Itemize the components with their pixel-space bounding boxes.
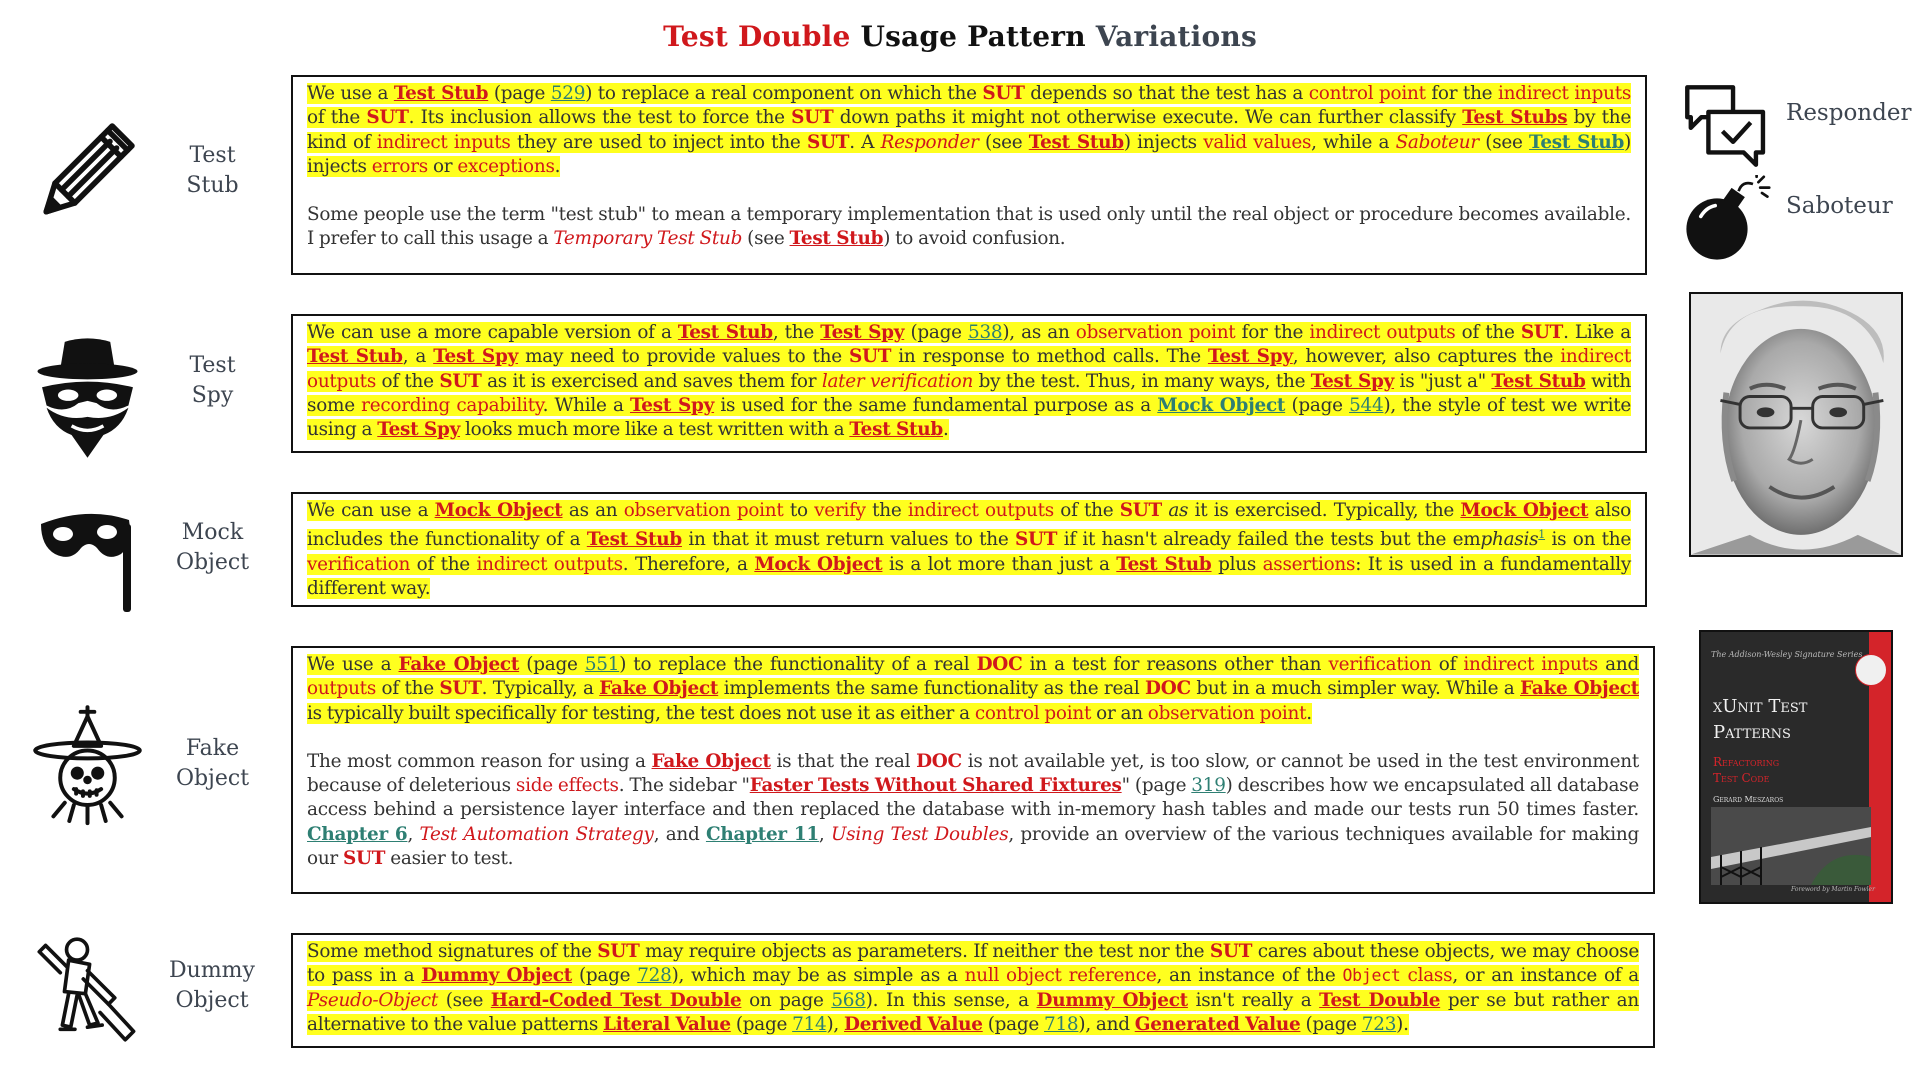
text-segment: (see <box>742 228 790 250</box>
text-segment: (page <box>519 654 585 675</box>
cross-reference-link[interactable]: Test Spy <box>1310 370 1395 392</box>
text-segment: Using Test Doubles <box>830 823 1009 845</box>
text-segment: to <box>783 500 815 521</box>
cross-reference-link[interactable]: Chapter 11 <box>705 823 819 845</box>
text-segment: , <box>818 823 831 845</box>
text-segment: in response to method calls. The <box>891 346 1208 368</box>
text-segment: verification <box>307 553 411 575</box>
book-series: The Addison-Wesley Signature Series <box>1711 650 1863 659</box>
text-segment: if it hasn't already failed the tests but the em <box>1057 529 1481 551</box>
cross-reference-link[interactable]: Test Stub <box>849 419 943 441</box>
text-segment: (page <box>488 83 551 104</box>
text-segment: ) to replace a real component on which the <box>585 83 983 104</box>
text-segment: SUT <box>1014 529 1058 551</box>
cross-reference-link[interactable]: Test Stub <box>1529 131 1625 153</box>
cross-reference-link[interactable]: Generated Value <box>1134 1013 1301 1035</box>
text-segment: control point <box>1308 83 1426 104</box>
text-segment: phasis <box>1480 529 1539 551</box>
scarecrow-icon <box>30 705 145 830</box>
text-segment: (page <box>1300 1013 1362 1035</box>
text-segment: is "just a" <box>1394 370 1492 392</box>
cross-reference-link[interactable]: Mock Object <box>434 500 563 521</box>
text-segment: plus <box>1211 553 1263 575</box>
cross-reference-link[interactable]: 544 <box>1349 394 1384 416</box>
cross-reference-link[interactable]: Test Stub <box>586 529 682 551</box>
text-segment: ) to avoid confusion. <box>883 228 1066 250</box>
text-segment: isn't really a <box>1187 989 1320 1011</box>
text-segment: they are used to inject into the <box>510 131 807 153</box>
text-segment: SUT <box>848 346 892 368</box>
highlighted-text <box>307 941 1639 1035</box>
book-author: Gerard Meszaros <box>1713 795 1784 804</box>
cross-reference-link[interactable]: Mock Object <box>754 553 883 575</box>
text-segment: recording capability <box>361 394 543 416</box>
text-segment: later verification <box>821 370 974 392</box>
text-segment: by the test. Thus, in many ways, the <box>973 370 1311 392</box>
cross-reference-link[interactable]: Test Stub <box>677 322 773 343</box>
cross-reference-link[interactable]: 1 <box>1538 528 1546 542</box>
text-segment: (see <box>978 131 1029 153</box>
test-stub-description <box>291 75 1647 275</box>
text-segment: SUT <box>982 83 1025 104</box>
text-segment: control point <box>974 702 1092 724</box>
cross-reference-link[interactable]: Test Spy <box>433 346 519 368</box>
row-label-dummy-object: Dummy Object <box>169 958 255 1013</box>
text-segment: indirect inputs <box>1463 654 1598 675</box>
row-label-mock-object: Mock Object <box>175 520 250 575</box>
text-segment: assertions <box>1262 553 1356 575</box>
test-stub-paragraph-2 <box>307 203 1631 252</box>
text-segment: ) injects <box>307 131 1632 177</box>
text-segment: We can use a more capable version of a <box>307 322 678 343</box>
text-segment: . Typically, a <box>481 678 600 700</box>
text-segment: errors <box>371 155 428 177</box>
cross-reference-link[interactable]: Test Spy <box>820 322 905 343</box>
text-segment: and <box>1597 654 1640 675</box>
text-segment: null object reference <box>964 965 1157 987</box>
text-segment: DOC <box>916 750 962 772</box>
test-stub-paragraph-1 <box>307 82 1631 179</box>
book-cover <box>1699 630 1893 904</box>
cross-reference-link[interactable]: Fake Object <box>651 750 771 772</box>
text-segment: observation point <box>1147 702 1307 724</box>
text-segment: on page <box>741 989 832 1011</box>
text-segment: Object <box>1342 966 1401 986</box>
dummy-icon <box>35 935 140 1045</box>
text-segment: . <box>1306 702 1312 724</box>
text-segment: , <box>407 823 420 845</box>
text-segment: Saboteur <box>1395 131 1479 153</box>
text-segment <box>1401 965 1408 986</box>
text-segment: per se but rather an alternative to the value patterns <box>307 989 1639 1035</box>
text-segment: of the <box>307 107 367 129</box>
text-segment: indirect outputs <box>1309 322 1456 343</box>
highlighted-text <box>307 654 1639 724</box>
text-segment: , or an instance of a <box>1452 965 1640 987</box>
book-title: xUnit Test Patterns <box>1713 696 1808 743</box>
text-segment: is used for the same fundamental purpose as a <box>714 394 1158 416</box>
text-segment: also includes the functionality of a <box>307 500 1631 551</box>
text-segment: exceptions <box>457 155 555 177</box>
highlighted-text <box>307 500 1631 599</box>
cross-reference-link[interactable]: 568 <box>831 989 866 1011</box>
cross-reference-link[interactable]: 718 <box>1044 1013 1079 1035</box>
cross-reference-link[interactable]: Test Stub <box>1028 131 1124 153</box>
cross-reference-link[interactable]: 319 <box>1191 775 1226 797</box>
text-segment: (page <box>982 1013 1045 1035</box>
highlighted-text <box>307 83 1631 177</box>
text-segment: (see <box>1478 131 1530 153</box>
cross-reference-link[interactable]: 551 <box>584 654 620 675</box>
cross-reference-link[interactable]: 728 <box>637 965 672 987</box>
text-segment: ). <box>1396 1013 1409 1035</box>
book-subtitle: Refactoring Test Code <box>1713 755 1780 785</box>
cross-reference-link[interactable]: Fake Object <box>1520 678 1639 700</box>
text-segment: verify <box>814 500 866 521</box>
text-segment: of <box>1431 654 1464 675</box>
cross-reference-link[interactable]: Chapter 6 <box>307 823 408 845</box>
bomb-icon <box>1680 175 1772 265</box>
cross-reference-link[interactable]: Test Stub <box>1491 370 1586 392</box>
text-segment: SUT <box>439 370 482 392</box>
text-segment: SUT <box>366 107 409 129</box>
cross-reference-link[interactable]: Test Double <box>1319 989 1441 1011</box>
text-segment: outputs <box>307 678 377 700</box>
chat-check-icon <box>1681 82 1771 170</box>
text-segment: ), <box>826 1013 845 1035</box>
text-segment: looks much more like a test written with a <box>460 419 850 441</box>
row-label-test-spy: Test Spy <box>189 353 236 408</box>
text-segment: is a lot more than just a <box>882 553 1117 575</box>
pencil-icon <box>33 115 143 225</box>
text-segment: We use a <box>307 654 399 675</box>
text-segment: ), as an <box>1002 322 1076 343</box>
text-segment: is not available yet, is too slow, or cannot be used in the test environment because of deleterious <box>307 750 1639 797</box>
mock-object-paragraph-1 <box>307 499 1631 601</box>
text-segment: is that the real <box>770 750 917 772</box>
text-segment: ) describes how we encapsulated all database access behind a persistence layer interface and then replaced the database with in-memory hash tables and made our tests run 50 times faster. <box>307 775 1639 821</box>
text-segment: (page <box>571 965 638 987</box>
cross-reference-link[interactable]: Dummy Object <box>1036 989 1188 1011</box>
text-segment: SUT <box>806 131 850 153</box>
title-part-3: Variations <box>1095 20 1257 53</box>
text-segment: SUT <box>597 941 640 962</box>
text-segment: indirect outputs <box>476 553 623 575</box>
text-segment: " (page <box>1121 775 1192 797</box>
text-segment: SUT <box>791 107 834 129</box>
text-segment: . Like a <box>1563 322 1631 343</box>
responder-label: Responder <box>1786 100 1912 126</box>
text-segment: is on the <box>1545 529 1632 551</box>
mock-object-description <box>291 492 1647 607</box>
text-segment: ) injects <box>1123 131 1204 153</box>
text-segment: ), which may be as simple as a <box>671 965 965 987</box>
text-segment: , while a <box>1311 131 1396 153</box>
text-segment: by the kind of <box>307 107 1632 153</box>
row-label-test-stub: Test Stub <box>186 143 239 198</box>
text-segment: is typically built specifically for testing, the test does not use it as either a <box>307 702 975 724</box>
cross-reference-link[interactable]: 714 <box>792 1013 827 1035</box>
text-segment: side effects <box>515 775 619 797</box>
text-segment: observation point <box>623 500 784 521</box>
cross-reference-link[interactable]: 723 <box>1361 1013 1397 1035</box>
fake-object-paragraph-1 <box>307 653 1639 726</box>
text-segment: Some people use the term "test stub" to mean a temporary implementation that is used only until the real object or procedure becomes available. I prefer to call this usage a <box>307 204 1631 250</box>
text-segment: , however, also captures the <box>1292 346 1561 368</box>
fake-object-description <box>291 646 1655 894</box>
cross-reference-link[interactable]: 538 <box>968 322 1003 343</box>
text-segment: indirect inputs <box>376 131 511 153</box>
text-segment: indirect outputs <box>907 500 1054 521</box>
text-segment: (see <box>437 989 491 1011</box>
text-segment: (page <box>904 322 968 343</box>
text-segment: . <box>554 155 561 177</box>
test-spy-description <box>291 314 1647 453</box>
cross-reference-link[interactable]: Hard-Coded Test Double <box>490 989 742 1011</box>
text-segment: in a test for reasons other than <box>1022 654 1329 675</box>
text-segment: The most common reason for using a <box>307 750 652 772</box>
cross-reference-link[interactable]: Test Stubs <box>1462 107 1568 129</box>
page-title <box>0 20 1920 53</box>
text-segment: it is exercised. Typically, the <box>1188 500 1461 521</box>
spy-icon <box>30 335 145 460</box>
text-segment: of the <box>410 553 477 575</box>
text-segment: We use a <box>307 83 394 104</box>
cross-reference-link[interactable]: Test Stub <box>1116 553 1212 575</box>
cross-reference-link[interactable]: Fake Object <box>599 678 719 700</box>
cross-reference-link[interactable]: Test Spy <box>377 419 461 441</box>
text-segment: Temporary Test Stub <box>553 228 743 250</box>
book-foreword: Foreword by Martin Fowler <box>1791 886 1875 893</box>
cross-reference-link[interactable]: Test Spy <box>629 394 715 416</box>
text-segment: : It is used in a fundamentally different way. <box>307 553 1631 600</box>
text-segment: as an <box>562 500 624 521</box>
dummy-object-description <box>291 933 1655 1048</box>
text-segment: , and <box>653 823 706 845</box>
text-segment: but in a much simpler way. While a <box>1190 678 1521 700</box>
cross-reference-link[interactable]: Literal Value <box>603 1013 731 1035</box>
text-segment: may require objects as parameters. If neither the test nor the <box>639 941 1210 962</box>
cross-reference-link[interactable]: Derived Value <box>844 1013 983 1035</box>
text-segment: SUT <box>342 848 386 870</box>
text-segment: as it is exercised and saves them for <box>481 370 822 392</box>
text-segment: easier to test. <box>385 848 514 870</box>
text-segment: . A <box>849 131 881 153</box>
text-segment: with some <box>307 370 1631 416</box>
text-segment: ) to replace the functionality of a real <box>619 654 977 675</box>
author-portrait-photo <box>1689 292 1903 557</box>
text-segment: , a <box>402 346 434 368</box>
text-segment: Test Automation Strategy <box>419 823 654 845</box>
text-segment: depends so that the test has a <box>1024 83 1309 104</box>
text-segment: Responder <box>880 131 979 153</box>
text-segment: SUT <box>1520 322 1564 343</box>
text-segment: of the <box>376 370 440 392</box>
text-segment: valid values <box>1203 131 1312 153</box>
title-part-1: Test Double <box>663 20 851 53</box>
text-segment: in that it must return values to the <box>681 529 1015 551</box>
text-segment: (page <box>1285 394 1350 416</box>
text-segment: ). In this sense, a <box>865 989 1037 1011</box>
text-segment: as <box>1168 500 1189 521</box>
text-segment: . Therefore, a <box>622 553 755 575</box>
text-segment: , the <box>772 322 821 343</box>
text-segment: of the <box>1053 500 1120 521</box>
text-segment: observation point <box>1075 322 1236 343</box>
text-segment: cares about these objects, we may choose to pass in a <box>307 941 1639 987</box>
text-segment: , provide an overview of the various techniques available for making our <box>307 823 1639 870</box>
cross-reference-link[interactable]: Fake Object <box>398 654 520 675</box>
cross-reference-link[interactable]: Test Stub <box>789 228 884 250</box>
text-segment: , an instance of the <box>1156 965 1343 987</box>
text-segment: of the <box>376 678 440 700</box>
text-segment: . The sidebar " <box>618 775 750 797</box>
text-segment: for the <box>1235 322 1310 343</box>
text-segment: DOC <box>1145 678 1191 700</box>
cross-reference-link[interactable]: Faster Tests Without Shared Fixtures <box>749 775 1122 797</box>
text-segment: or <box>427 155 458 177</box>
saboteur-label: Saboteur <box>1786 193 1893 219</box>
text-segment: We can use a <box>307 500 435 521</box>
text-segment: may need to provide values to the <box>518 346 849 368</box>
text-segment: SUT <box>1209 941 1253 962</box>
text-segment: Pseudo-Object <box>307 989 438 1011</box>
text-segment: for the <box>1425 83 1498 104</box>
cross-reference-link[interactable]: 529 <box>550 83 586 104</box>
text-segment: SUT <box>439 678 482 700</box>
text-segment: verification <box>1328 654 1432 675</box>
text-segment: class <box>1407 965 1453 987</box>
text-segment: ), and <box>1078 1013 1135 1035</box>
text-segment: implements the same functionality as the real <box>718 678 1145 700</box>
text-segment: down paths it might not otherwise execute. We can further classify <box>833 107 1463 129</box>
test-spy-paragraph-1 <box>307 321 1631 442</box>
cross-reference-link[interactable]: Test Spy <box>1207 346 1293 368</box>
mask-icon <box>37 510 137 615</box>
book-cover-bridge-photo <box>1711 807 1871 885</box>
cross-reference-link[interactable]: Test Stub <box>393 83 489 104</box>
text-segment: . Its inclusion allows the test to force the <box>408 107 792 129</box>
text-segment: of the <box>1455 322 1521 343</box>
text-segment: indirect inputs <box>1497 83 1632 104</box>
text-segment: Some method signatures of the <box>307 941 598 962</box>
text-segment: or an <box>1091 702 1148 724</box>
text-segment: ), the style of test we write using a <box>307 394 1631 441</box>
text-segment: indirect outputs <box>307 346 1631 392</box>
text-segment: SUT <box>1119 500 1162 521</box>
cross-reference-link[interactable]: Mock Object <box>1460 500 1589 521</box>
cross-reference-link[interactable]: Test Stub <box>307 346 403 368</box>
text-segment: the <box>865 500 908 521</box>
text-segment: . While a <box>542 394 630 416</box>
row-label-fake-object: Fake Object <box>175 736 250 791</box>
cross-reference-link[interactable]: Dummy Object <box>421 965 572 987</box>
highlighted-text <box>307 322 1631 440</box>
title-part-2: Usage Pattern <box>860 20 1086 53</box>
fake-object-paragraph-2 <box>307 750 1639 871</box>
text-segment: DOC <box>976 654 1023 675</box>
cross-reference-link[interactable]: Mock Object <box>1157 394 1286 416</box>
dummy-object-paragraph-1 <box>307 940 1639 1037</box>
text-segment: . <box>943 419 949 441</box>
text-segment: (page <box>730 1013 793 1035</box>
